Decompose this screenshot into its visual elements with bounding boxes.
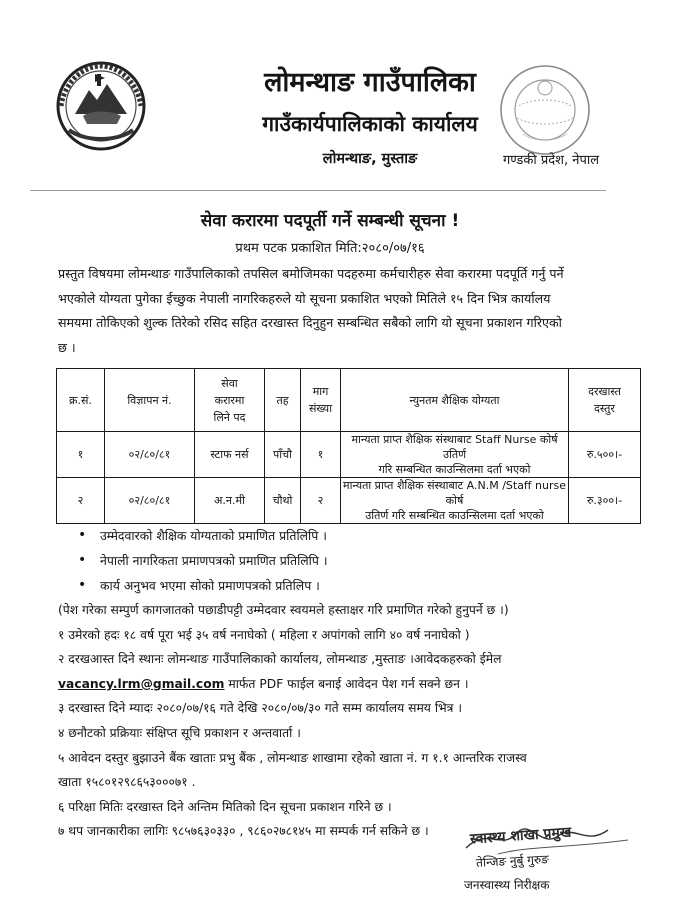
col-header-ad-no: विज्ञापन नं. [105,369,195,432]
note-age-limit: १ उमेरको हदः १८ वर्ष पूरा भई ३५ वर्ष ननाघेको ( महिला र अपांगको लागि ४० वर्ष ननाघेको ) [58,627,470,642]
col-header-demand: माग संख्या [301,369,341,432]
intro-line: भएकोले योग्यता पुगेका ईच्छुक नेपाली नागरिकहरुले यो सूचना प्रकाशित भएको मितिले १५ दिन भित्र कार्यालय [58,290,551,306]
col-header-sn: क्र.सं. [57,369,105,432]
col-header-level: तह [265,369,301,432]
list-item: • नेपाली नागरिकता प्रमाणपत्रको प्रमाणित प्रतिलिपि । [78,548,328,573]
cell-ad-no: ०२/८०/८१ [105,432,195,478]
cell-sn: १ [57,432,105,478]
header-divider [30,190,606,191]
note-email-line [58,672,658,697]
cell-sn: २ [57,478,105,524]
sub-office-name: गाउँकार्यपालिकाको कार्यालय [262,112,478,136]
nepal-government-emblem-icon [55,60,147,152]
note-deadline: ३ दरखास्त दिने म्यादः २०८०/०७/१६ गते देखि २०८०/०७/३० गते सम्म कार्यालय समय भित्र । [58,701,463,716]
intro-line: समयमा तोकिएको शुल्क तिरेको रसिद सहित दरखास्त दिनुहुन सम्बन्धित सबैको लागि यो सूचना प्रकाशन गरिएको [58,315,562,331]
cell-fee: रु.५००।- [569,432,641,478]
email-line-text: मार्फत PDF फाईल बनाई आवेदन पेश गर्न सक्ने छन । [224,676,469,691]
cell-post: स्टाफ नर्स [195,432,265,478]
cell-level: चौथो [265,478,301,524]
signatory-name: तेन्जिङ नुर्बु गुरुङ [475,852,550,870]
note-submission-place: २ दरखआस्त दिने स्थानः लोमन्थाङ गाउँपालिकाको कार्यालय, लोमन्थाङ ,मुस्ताङ ।आवेदकहरुको ईमेल [58,652,502,667]
cell-qualification: मान्यता प्राप्त शैक्षिक संस्थाबाट Staff Nurse कोर्ष उतिर्ण गरि सम्बन्धित काउन्सिलमा दर्ता भएको [341,432,569,478]
table-row [57,478,641,524]
table-header-row [57,369,641,432]
signatory-title: जनस्वास्थ्य निरीक्षक [464,878,550,892]
cell-demand: २ [301,478,341,524]
intro-line: छ । [58,339,76,355]
email-link[interactable]: vacancy.lrm@gmail.com [58,676,225,691]
note-contact: ७ थप जानकारीका लागिः ९८५७६३०३३० , ९८६०२७८१४५ मा सम्पर्क गर्न सकिने छ । [58,824,429,839]
notice-title: सेवा करारमा पदपूर्ती गर्ने सम्बन्धी सूचना ! [200,211,460,231]
cell-demand: १ [301,432,341,478]
cell-level: पाँचौ [265,432,301,478]
office-location: लोमन्थाङ, मुस्ताङ [322,151,418,167]
required-documents-list [78,523,328,598]
cell-ad-no: ०२/८०/८१ [105,478,195,524]
col-header-fee: दरखास्त दस्तुर [569,369,641,432]
note-selection-process: ४ छनौटको प्रक्रियाः संक्षिप्त सूचि प्रकाशन र अन्तवार्ता । [58,725,301,740]
intro-paragraph [58,262,638,360]
list-item: • उम्मेदवारको शैक्षिक योग्यताको प्रमाणित प्रतिलिपि । [78,523,328,548]
list-item: • कार्य अनुभव भएमा सोको प्रमाणपत्रको प्रतिलिप । [78,573,328,598]
note-attestation: (पेश गरेका सम्पुर्ण कागजातको पछाडीपट्टी उम्मेदवार स्वयमले हस्ताक्षर गरि प्रमाणित गरेको हुनुपर्ने छ ।) [58,603,509,617]
col-header-post: सेवा करारमा लिने पद [195,369,265,432]
table-row [57,432,641,478]
cell-qualification: मान्यता प्राप्त शैक्षिक संस्थाबाट A.N.M /Staff nurse कोर्ष उतिर्ण गरि सम्बन्धित काउन्सिलमा दर्ता भएको [341,478,569,524]
cell-fee: रु.३००।- [569,478,641,524]
intro-line: प्रस्तुत विषयमा लोमन्थाङ गाउँपालिकाको तपसिल बमोजिमका पदहरुमा कर्मचारीहरु सेवा करारमा पदपूर्ति गर्नु पर्ने [58,266,564,281]
note-exam-date: ६ परिक्षा मितिः दरखास्त दिने अन्तिम मितिको दिन सूचना प्रकाशन गरिने छ । [58,799,392,814]
note-account-number: खाता १५८०१२९८६५३०००७१ . [58,775,196,790]
vacancy-table [56,368,641,524]
note-bank-account: ५ आवेदन दस्तुर बुझाउने बैंक खाताः प्रभु बैंक , लोमन्थाङ शाखामा रहेको खाता नं. ग १.१ आन्तरिक राजस्व [58,750,527,765]
col-header-qualification: न्युनतम शैक्षिक योग्यता [341,369,569,432]
notice-conditions [58,598,658,844]
published-date: प्रथम पटक प्रकाशित मिति:२०८०/०७/१६ [235,241,425,256]
office-name: लोमन्थाङ गाउँपालिका [264,67,476,98]
province-label: गण्डकी प्रदेश, नेपाल [502,153,600,168]
cell-post: अ.न.मी [195,478,265,524]
signature-stamp: स्वास्थ्य शाखा प्रमुख [469,824,572,848]
